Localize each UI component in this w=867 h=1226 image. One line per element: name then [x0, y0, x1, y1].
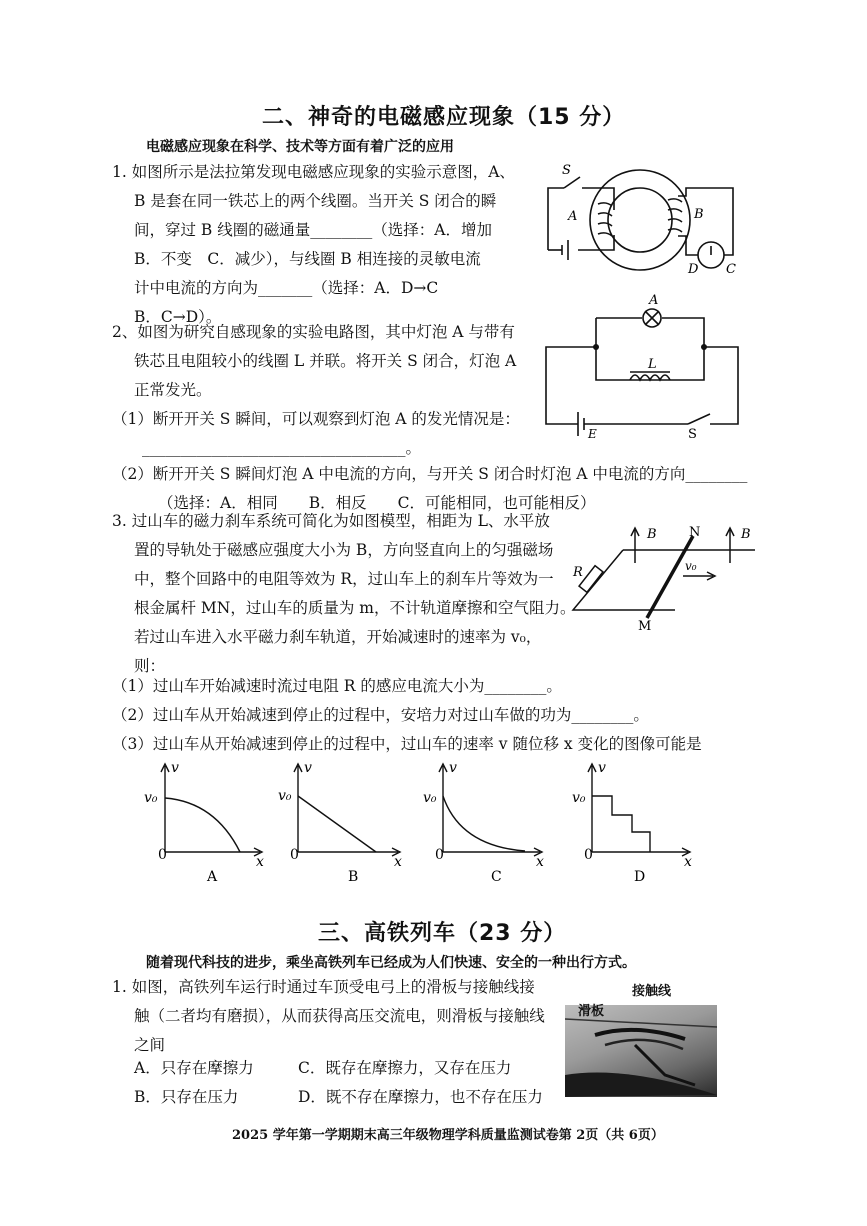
fig3-label-b2: B — [741, 527, 751, 542]
fig3-label-m: M — [638, 619, 652, 634]
s3q1-option-c: C．既存在摩擦力，又存在压力 — [298, 1059, 512, 1077]
fig2-label-a: A — [649, 293, 659, 308]
page-footer: 2025 学年第一学期期末高三年级物理学科质量监测试卷第 2页（共 6页） — [232, 1128, 664, 1143]
question-2 — [112, 318, 542, 463]
fig2-label-l: L — [648, 357, 657, 372]
fig2-label-e: E — [588, 427, 597, 441]
graph-b-x-label: x — [394, 854, 402, 870]
graph-d-x-label: x — [684, 854, 692, 870]
fig3-label-n: N — [689, 525, 701, 540]
graph-c-v0: v₀ — [423, 790, 437, 806]
q2-line-7: （选择：A．相同 B．相反 C．可能相同，也可能相反） — [158, 494, 596, 512]
q1-line-2: B 是套在同一铁芯上的两个线圈。当开关 S 闭合的瞬 — [134, 192, 497, 210]
q3-line-7: （1）过山车开始减速时流过电阻 R 的感应电流大小为________。 — [112, 677, 562, 695]
graph-c-y-label: v — [449, 760, 457, 776]
fig1-label-c: C — [726, 262, 736, 277]
faraday-ring-figure — [528, 160, 753, 285]
q3-line-1: 3. 过山车的磁力刹车系统可简化为如图模型，相距为 L、水平放 — [112, 512, 550, 530]
magnetic-brake-figure — [565, 518, 760, 636]
q3-line-3: 中，整个回路中的电阻等效为 R，过山车上的刹车片等效为一 — [134, 570, 554, 588]
q2-line-3: 正常发光。 — [134, 381, 212, 399]
photo-label-slider: 滑板 — [578, 1004, 605, 1019]
graph-c-x-label: x — [536, 854, 544, 870]
graph-b-y-label: v — [304, 760, 312, 776]
s3q1-options — [134, 1054, 554, 1112]
s3q1-line-3: 之间 — [134, 1036, 166, 1054]
graph-a-origin: 0 — [158, 847, 167, 863]
fig3-label-v0: v₀ — [685, 559, 697, 573]
section3-question-1 — [112, 973, 562, 1060]
q3-line-5: 若过山车进入水平磁力刹车轨道，开始减速时的速率为 v₀， — [134, 628, 542, 646]
graph-a-option: A — [207, 869, 218, 885]
graph-a-y-label: v — [171, 760, 179, 776]
graph-c-origin: 0 — [435, 847, 444, 863]
q1-line-4: B．不变 C．减少），与线圈 B 相连接的灵敏电流 — [134, 250, 481, 268]
s3q1-line-2: 触（二者均有磨损），从而获得高压交流电，则滑板与接触线 — [134, 1007, 545, 1025]
fig3-label-r: R — [573, 565, 583, 580]
section2-intro: 电磁感应现象在科学、技术等方面有着广泛的应用 — [146, 139, 454, 155]
fig3-label-b1: B — [647, 527, 657, 542]
graph-b-option: B — [348, 869, 359, 885]
graph-d-y-label: v — [598, 760, 606, 776]
fig1-label-d: D — [688, 262, 699, 277]
s3q1-option-b: B．只存在压力 — [134, 1088, 239, 1106]
photo-label-wire: 接触线 — [632, 984, 672, 999]
graph-a-v0: v₀ — [144, 790, 158, 806]
fig2-label-s: S — [688, 427, 697, 442]
graph-c-option: C — [491, 869, 502, 885]
graph-b-line — [298, 796, 376, 852]
question-1 — [112, 158, 532, 332]
q3-line-8: （2）过山车从开始减速到停止的过程中，安培力对过山车做的功为________。 — [112, 706, 649, 724]
q3-line-2: 置的导轨处于磁感应强度大小为 B，方向竖直向上的匀强磁场 — [134, 541, 554, 559]
q2-line-2: 铁芯且电阻较小的线圈 L 并联。将开关 S 闭合，灯泡 A — [134, 352, 517, 370]
section2-title: 二、神奇的电磁感应现象（15 分） — [262, 105, 626, 130]
q2-line-1: 2、如图为研究自感现象的实验电路图，其中灯泡 A 与带有 — [112, 323, 515, 341]
question-3 — [112, 507, 582, 681]
fig1-label-s: S — [562, 163, 571, 178]
vx-graphs — [140, 760, 710, 885]
q1-line-1: 1. 如图所示是法拉第发现电磁感应现象的实验示意图，A、 — [112, 163, 515, 181]
q3-line-6: 则： — [134, 657, 166, 675]
graph-a-curve — [165, 798, 240, 852]
graph-d-v0: v₀ — [572, 790, 586, 806]
q2-line-6: （2）断开开关 S 瞬间灯泡 A 中电流的方向，与开关 S 闭合时灯泡 A 中电流的方向________ — [112, 465, 748, 483]
section3-intro: 随着现代科技的进步，乘坐高铁列车已经成为人们快速、安全的一种出行方式。 — [146, 955, 636, 971]
fig1-label-a: A — [568, 209, 578, 224]
self-induction-circuit-figure — [538, 292, 748, 447]
graph-d-option: D — [634, 869, 646, 885]
q2-line-4: （1）断开开关 S 瞬间，可以观察到灯泡 A 的发光情况是： — [112, 410, 520, 428]
graph-d-steps — [592, 796, 650, 852]
q1-line-6: B．C→D）。 — [134, 308, 222, 326]
s3q1-option-a: A．只存在摩擦力 — [134, 1059, 254, 1077]
question-3-parts — [112, 672, 772, 759]
graph-b-origin: 0 — [290, 847, 299, 863]
s3q1-line-1: 1. 如图，高铁列车运行时通过车顶受电弓上的滑板与接触线接 — [112, 978, 535, 996]
q2-line-5: __________________________________。 — [142, 439, 422, 457]
graph-a-x-label: x — [256, 854, 264, 870]
q3-line-9: （3）过山车从开始减速到停止的过程中，过山车的速率 v 随位移 x 变化的图像可能是 — [112, 735, 702, 753]
graph-b-v0: v₀ — [278, 788, 292, 804]
fig1-label-b: B — [694, 207, 704, 222]
q1-line-3: 间，穿过 B 线圈的磁通量________（选择：A．增加 — [134, 221, 492, 239]
s3q1-option-d: D．既不存在摩擦力，也不存在压力 — [298, 1088, 543, 1106]
graph-d-origin: 0 — [584, 847, 593, 863]
q1-line-5: 计中电流的方向为_______（选择：A．D→C — [134, 279, 439, 297]
q3-line-4: 根金属杆 MN，过山车的质量为 m，不计轨道摩擦和空气阻力。 — [134, 599, 576, 617]
graph-c-curve — [443, 796, 525, 851]
section3-title: 三、高铁列车（23 分） — [318, 921, 567, 946]
